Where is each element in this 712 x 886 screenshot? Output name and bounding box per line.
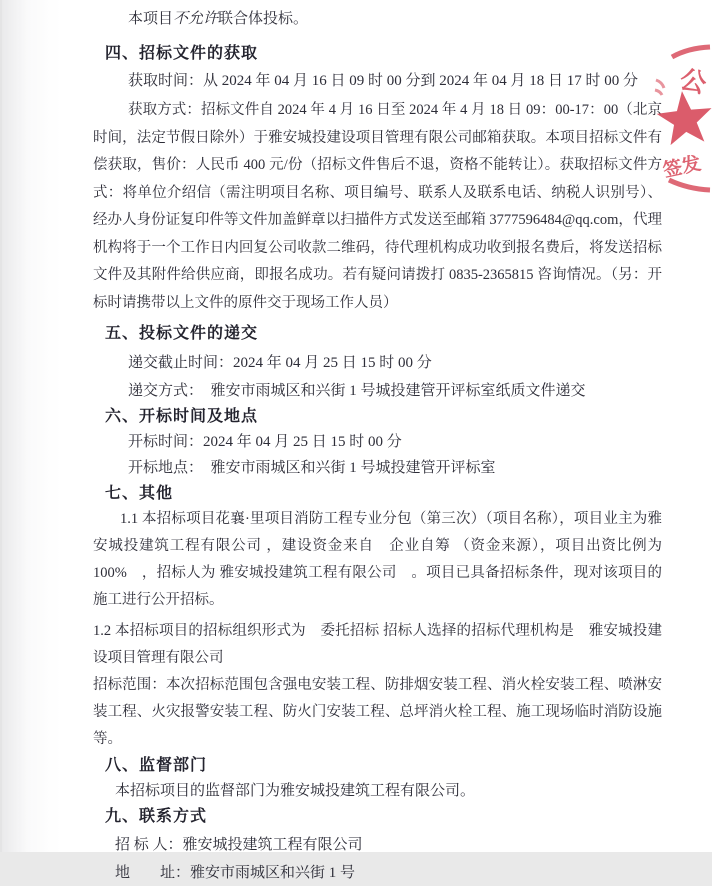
section-8-heading: 八、监督部门 — [105, 757, 208, 774]
seal-smudge-fragment — [655, 80, 664, 95]
supervision-paragraph: 本招标项目的监督部门为雅安城投建筑工程有限公司。 — [115, 783, 476, 799]
section-5-heading: 五、投标文件的递交 — [105, 325, 259, 342]
intro-line — [93, 6, 662, 33]
scan-edge-artifact — [0, 0, 60, 852]
opening-place-line: 开标地点： 雅安市雨城区和兴街 1 号城投建管开评标室 — [128, 460, 496, 476]
seal-char-top: 公 — [676, 63, 710, 99]
intro-text-post: 联合体投标。 — [218, 11, 309, 27]
other-paragraph-2: 1.2 本招标项目的招标组织形式为 委托招标 招标人选择的招标代理机构是 雅安城投建设项目管理有限公司 — [93, 623, 662, 666]
section-9-heading: 九、联系方式 — [105, 808, 208, 825]
star-icon — [655, 88, 712, 146]
bid-scope-paragraph: 招标范围：本次招标范围包含强电安装工程、防排烟安装工程、消火栓安装工程、喷淋安装工程、火灾报警安装工程、防火门安装工程、总坪消火栓工程、施工现场临时消防设施等。 — [93, 677, 662, 747]
opening-time-line: 开标时间：2024 年 04 月 25 日 15 时 00 分 — [128, 434, 402, 450]
seal-ring-bottom-arc — [669, 180, 710, 190]
acquire-time-line: 获取时间：从 2024 年 04 月 16 日 09 时 00 分到 2024 年 04 月 18 日 17 时 00 分 — [128, 73, 639, 89]
section-7-heading: 七、其他 — [105, 485, 174, 502]
contact-address-line: 地 址：雅安市雨城区和兴街 1 号 — [115, 865, 356, 881]
seal-ring-top-arc — [672, 47, 710, 57]
document-body — [93, 6, 662, 886]
section-6-heading: 六、开标时间及地点 — [105, 408, 259, 425]
intro-emphasis: 不允许 — [173, 11, 219, 27]
other-paragraph-1: 1.1 本招标项目花襄·里项目消防工程专业分包（第三次）（项目名称），项目业主为雅安城投建筑工程有限公司 ，建设资金来自 企业自筹 （资金来源），项目出资比例为 100% ，招标人为 雅安城投建筑工程有限公司 。项目已具备招标条件，现对该项目的施工进行公开招标。 — [93, 511, 662, 608]
section-4-heading: 四、招标文件的获取 — [105, 45, 259, 62]
submit-deadline-line: 递交截止时间：2024 年 04 月 25 日 15 时 00 分 — [128, 355, 432, 371]
official-seal-stamp — [652, 42, 712, 192]
submit-method-line: 递交方式： 雅安市雨城区和兴街 1 号城投建管开评标室纸质文件递交 — [128, 383, 586, 399]
contact-bidder-line: 招 标 人：雅安城投建筑工程有限公司 — [115, 837, 363, 853]
intro-text-pre: 本项目 — [128, 11, 174, 27]
acquire-method-paragraph: 获取方式：招标文件自 2024 年 4 月 16 日至 2024 年 4 月 18 日 09：00-17：00（北京时间，法定节假日除外）于雅安城投建设项目管理有限公司邮箱获取。本项目招标文件有偿获取，售价：人民币 400 元/份（招标文件售后不退，资格不能转让）。获取招标文件方式：将单位介绍信（需注明项目名称、项目编号、联系人及联系电话、纳税人识别号）、经办人身份证复印件等文件加盖鲜章以扫描件方式发送至邮箱 3777596484@qq.com，代理机构将于一个工作日内回复公司收款二维码，待代理机构成功收到报名费后，将发送招标文件及其附件给供应商，即报名成功。若有疑问请拨打 0835-2365815 咨询情况。（另：开标时请携带以上文件的原件交于现场工作人员） — [93, 102, 662, 311]
seal-chars-bottom: 签发 — [661, 153, 703, 182]
